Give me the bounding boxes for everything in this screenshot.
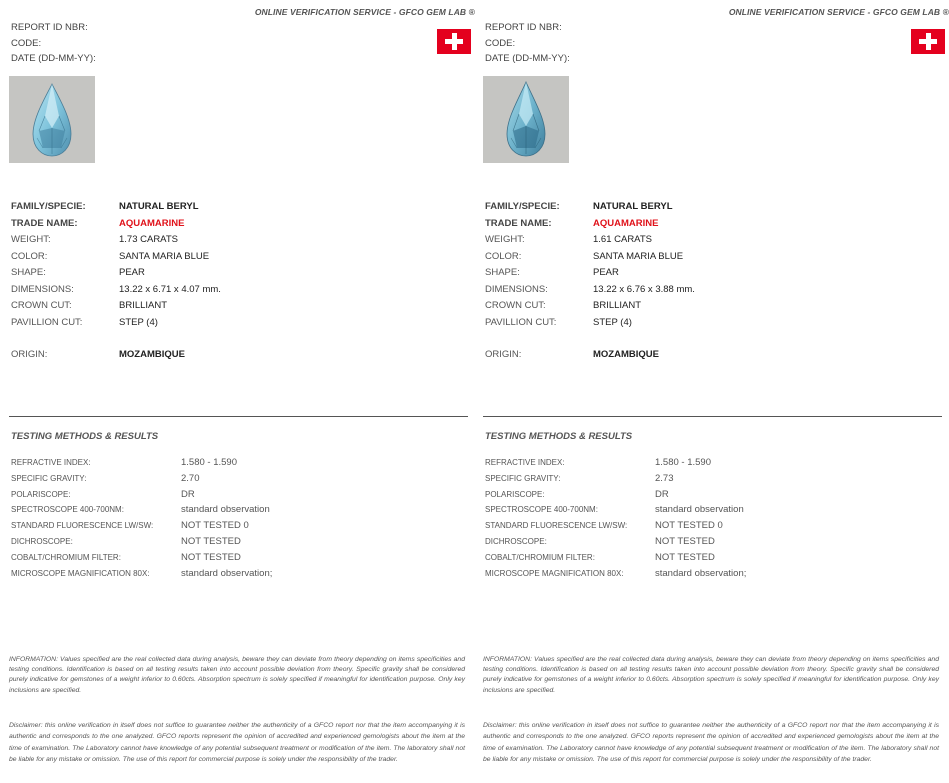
pavillion-cut-value: STEP (4) xyxy=(593,316,632,328)
shape-value: PEAR xyxy=(593,267,619,278)
code-label: CODE: xyxy=(11,37,42,49)
date-label: DATE (DD-MM-YY): xyxy=(11,53,96,64)
refractive-index-value: 1.580 - 1.590 xyxy=(655,457,711,468)
disclaimer-text: Disclaimer: this online verification in itself does not suffice to guarantee neither the authenticity of a GFCO report nor that the item accompanying it is authentic and corresponds to the one analyzed. GFCO reports represent the opinion of accredited and experienced gemologists about the item at the time of examination. The Laboratory cannot have knowledge of any potential subsequent treatment or modification of the item. The laboratory shall not be liable for any mistake or omission. The use of this report for commercial purpose is solely under the responsibility of the trader. xyxy=(9,722,465,763)
color-value: SANTA MARIA BLUE xyxy=(119,250,210,262)
microscope-value: standard observation; xyxy=(181,567,273,579)
testing-methods-title: TESTING METHODS & RESULTS xyxy=(485,431,633,442)
polariscope-value: DR xyxy=(181,488,195,500)
microscope-label: MICROSCOPE MAGNIFICATION 80X: xyxy=(485,568,624,578)
origin-value: MOZAMBIQUE xyxy=(593,349,659,360)
polariscope-label: POLARISCOPE: xyxy=(11,489,71,499)
shape-label: SHAPE: xyxy=(11,267,46,278)
gemstone-photo xyxy=(483,76,569,163)
origin-row xyxy=(11,347,311,363)
origin-row xyxy=(485,347,785,363)
date-label: DATE (DD-MM-YY): xyxy=(485,53,570,64)
spectroscope-label: SPECTROSCOPE 400-700NM: xyxy=(11,505,124,515)
dichroscope-value: NOT TESTED xyxy=(655,535,715,547)
color-value: SANTA MARIA BLUE xyxy=(593,250,684,262)
swiss-flag-icon xyxy=(437,29,471,54)
dimensions-value: 13.22 x 6.71 x 4.07 mm. xyxy=(119,283,221,295)
report-id-label: REPORT ID NBR: xyxy=(485,22,562,33)
microscope-label: MICROSCOPE MAGNIFICATION 80X: xyxy=(11,568,150,578)
cobalt-filter-label: COBALT/CHROMIUM FILTER: xyxy=(485,552,595,562)
refractive-index-value: 1.580 - 1.590 xyxy=(181,457,237,468)
fluorescence-label: STANDARD FLUORESCENCE LW/SW: xyxy=(11,521,154,531)
family-value: NATURAL BERYL xyxy=(119,201,199,212)
origin-label: ORIGIN: xyxy=(11,349,48,360)
weight-value: 1.73 CARATS xyxy=(119,234,178,245)
specific-gravity-label: SPECIFIC GRAVITY: xyxy=(485,473,561,483)
specific-gravity-value: 2.73 xyxy=(655,472,674,484)
trade-name-value: AQUAMARINE xyxy=(593,217,659,229)
refractive-index-label: REFRACTIVE INDEX: xyxy=(485,458,565,467)
header-title: ONLINE VERIFICATION SERVICE - GFCO GEM LAB ® xyxy=(254,7,475,17)
dichroscope-label: DICHROSCOPE: xyxy=(11,536,73,546)
trade-name-label: TRADE NAME: xyxy=(485,217,552,229)
crown-cut-value: BRILLIANT xyxy=(119,300,168,311)
trade-name-value: AQUAMARINE xyxy=(119,217,185,229)
report-id-block xyxy=(485,20,570,67)
polariscope-label: POLARISCOPE: xyxy=(485,489,545,499)
spectroscope-value: standard observation xyxy=(655,504,744,516)
specific-gravity-value: 2.70 xyxy=(181,472,200,484)
dichroscope-label: DICHROSCOPE: xyxy=(485,536,547,546)
report-id-label: REPORT ID NBR: xyxy=(11,22,88,33)
pavillion-cut-label: PAVILLION CUT: xyxy=(11,316,83,328)
pavillion-cut-value: STEP (4) xyxy=(119,316,158,328)
dichroscope-value: NOT TESTED xyxy=(181,535,241,547)
crown-cut-label: CROWN CUT: xyxy=(485,300,546,311)
section-divider xyxy=(9,416,468,417)
dimensions-value: 13.22 x 6.76 x 3.88 mm. xyxy=(593,283,695,295)
information-text: INFORMATION: Values specified are the real collected data during analysis, beware they can deviate from theory depending on items specificities and testing conditions. Identification is based on all testing results taken into account possible deviation from theory. Specific gravity shall be considered purely indicative for gemstones of a weight inferior to 0.60cts. Absorption spectrum is solely specified if meaningful for identification purpose. Only key inclusions are specified. xyxy=(9,656,465,694)
spectroscope-label: SPECTROSCOPE 400-700NM: xyxy=(485,505,598,515)
section-divider xyxy=(483,416,942,417)
fluorescence-value: NOT TESTED 0 xyxy=(655,520,723,532)
dimensions-label: DIMENSIONS: xyxy=(11,283,74,295)
weight-label: WEIGHT: xyxy=(485,234,525,245)
refractive-index-label: REFRACTIVE INDEX: xyxy=(11,458,91,467)
spectroscope-value: standard observation xyxy=(181,504,270,516)
origin-label: ORIGIN: xyxy=(485,349,522,360)
swiss-flag-icon xyxy=(911,29,945,54)
crown-cut-label: CROWN CUT: xyxy=(11,300,72,311)
pavillion-cut-label: PAVILLION CUT: xyxy=(485,316,557,328)
microscope-value: standard observation; xyxy=(655,567,747,579)
weight-value: 1.61 CARATS xyxy=(593,234,652,245)
cobalt-filter-value: NOT TESTED xyxy=(181,551,241,563)
family-value: NATURAL BERYL xyxy=(593,201,673,212)
fluorescence-value: NOT TESTED 0 xyxy=(181,520,249,532)
cobalt-filter-label: COBALT/CHROMIUM FILTER: xyxy=(11,552,121,562)
code-label: CODE: xyxy=(485,37,516,49)
report-card-right xyxy=(483,0,949,783)
family-label: FAMILY/SPECIE: xyxy=(485,201,560,212)
fluorescence-label: STANDARD FLUORESCENCE LW/SW: xyxy=(485,521,628,531)
crown-cut-value: BRILLIANT xyxy=(593,300,642,311)
trade-name-label: TRADE NAME: xyxy=(11,217,78,229)
report-id-block xyxy=(11,20,96,67)
shape-value: PEAR xyxy=(119,267,145,278)
weight-label: WEIGHT: xyxy=(11,234,51,245)
disclaimer-text: Disclaimer: this online verification in itself does not suffice to guarantee neither the authenticity of a GFCO report nor that the item accompanying it is authentic and corresponds to the one analyzed. GFCO reports represent the opinion of accredited and experienced gemologists about the item at the time of examination. The Laboratory cannot have knowledge of any potential subsequent treatment or modification of the item. The laboratory shall not be liable for any mistake or omission. The use of this report for commercial purpose is solely under the responsibility of the trader. xyxy=(483,722,939,763)
testing-methods-title: TESTING METHODS & RESULTS xyxy=(11,431,159,442)
family-label: FAMILY/SPECIE: xyxy=(11,201,86,212)
header-title: ONLINE VERIFICATION SERVICE - GFCO GEM LAB ® xyxy=(728,7,949,17)
dimensions-label: DIMENSIONS: xyxy=(485,283,548,295)
information-text: INFORMATION: Values specified are the real collected data during analysis, beware they can deviate from theory depending on items specificities and testing conditions. Identification is based on all testing results taken into account possible deviation from theory. Specific gravity shall be considered purely indicative for gemstones of a weight inferior to 0.60cts. Absorption spectrum is solely specified if meaningful for identification purpose. Only key inclusions are specified. xyxy=(483,656,939,694)
report-card-left xyxy=(9,0,475,783)
specific-gravity-label: SPECIFIC GRAVITY: xyxy=(11,473,87,483)
gemstone-photo xyxy=(9,76,95,163)
shape-label: SHAPE: xyxy=(485,267,520,278)
cobalt-filter-value: NOT TESTED xyxy=(655,551,715,563)
origin-value: MOZAMBIQUE xyxy=(119,349,185,360)
polariscope-value: DR xyxy=(655,488,669,500)
color-label: COLOR: xyxy=(485,250,522,262)
color-label: COLOR: xyxy=(11,250,48,262)
